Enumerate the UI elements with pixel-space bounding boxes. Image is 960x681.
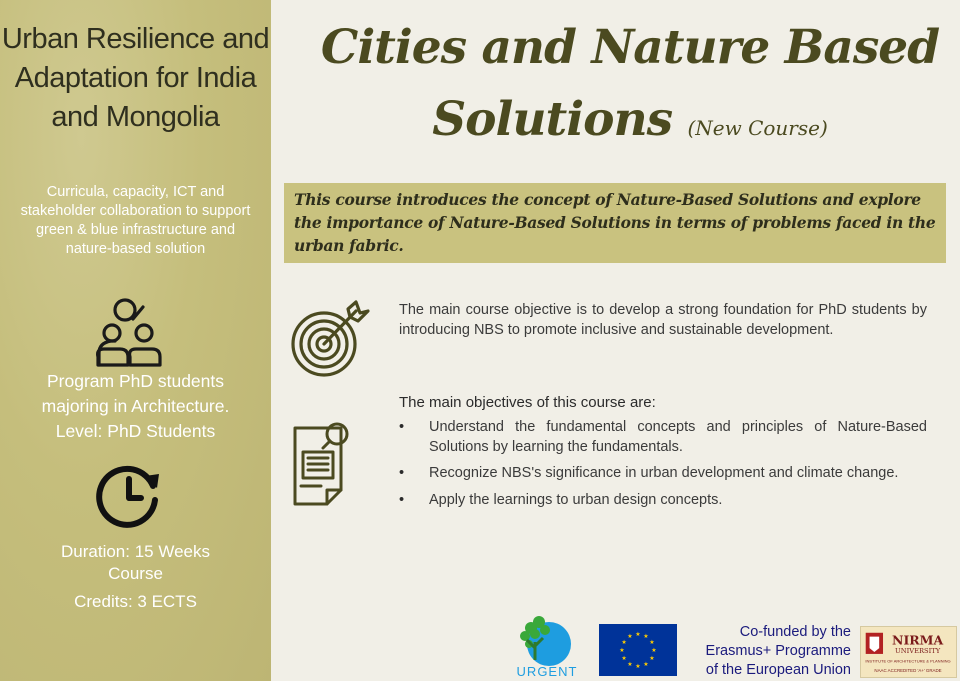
people-group-icon xyxy=(95,297,165,367)
list-item: • Recognize NBS's significance in urban development and climate change. xyxy=(399,464,927,484)
duration-line-2: Course xyxy=(108,564,163,583)
objective-paragraph: The main course objective is to develop a strong foundation for PhD students by introducing NBS to promote inclusive and sustainable development. xyxy=(399,302,927,338)
eu-star: ★ xyxy=(643,633,649,641)
sidebar-title: Urban Resilience and Adaptation for India and Mongolia xyxy=(1,23,270,133)
eu-flag-logo xyxy=(599,624,677,676)
eu-star: ★ xyxy=(627,633,633,641)
eu-star: ★ xyxy=(635,663,641,670)
nirma-university-logo xyxy=(860,626,957,678)
title-line-1: Cities and Nature Based xyxy=(320,20,940,75)
cofund-line-2: Erasmus+ Programme xyxy=(705,643,851,659)
clock-icon xyxy=(95,462,163,530)
eu-star: ★ xyxy=(649,639,655,646)
cofund-line-3: of the European Union xyxy=(705,662,851,678)
cofund-line-1: Co-funded by the xyxy=(739,624,851,640)
duration xyxy=(20,541,251,585)
objectives-list xyxy=(399,418,927,517)
eu-star: ★ xyxy=(627,660,633,668)
eu-star: ★ xyxy=(651,647,657,654)
title-note: (New Course) xyxy=(687,116,828,140)
intro-box: This course introduces the concept of Nature-Based Solutions and explore the importance of Nature-Based Solutions in terms of problems faced in the urban fabric. xyxy=(284,183,946,263)
urgent-logo xyxy=(505,614,589,678)
eu-star: ★ xyxy=(619,647,625,654)
bullet: • xyxy=(399,491,405,508)
list-item: • Understand the fundamental concepts and principles of Nature-Based Solutions by learning the fundamentals. xyxy=(399,419,927,455)
title-line-2 xyxy=(300,84,960,164)
nirma-inst: INSTITUTE OF ARCHITECTURE & PLANNING xyxy=(865,658,951,664)
nirma-sub: UNIVERSITY xyxy=(895,646,941,655)
eu-star: ★ xyxy=(643,660,649,668)
urgent-logo-text: URGENT xyxy=(516,664,578,678)
page-title xyxy=(300,12,960,164)
title-word-solutions: Solutions xyxy=(432,92,673,147)
objectives-heading: The main objectives of this course are: xyxy=(399,394,656,411)
duration-line-1: Duration: 15 Weeks xyxy=(61,542,210,561)
eu-star: ★ xyxy=(621,655,627,662)
nirma-naac: NAAC ACCREDITED 'A+' GRADE xyxy=(874,668,942,674)
program-line-1: Program PhD students xyxy=(46,371,225,391)
program-info xyxy=(10,369,261,444)
eu-star: ★ xyxy=(635,631,641,638)
program-line-2: majoring in Architecture. xyxy=(41,396,230,416)
eu-star: ★ xyxy=(649,655,655,662)
bullet: • xyxy=(399,419,405,435)
cofund-text xyxy=(686,623,851,680)
target-arrow-icon xyxy=(290,297,370,379)
credits: Credits: 3 ECTS xyxy=(74,592,197,611)
sidebar xyxy=(0,0,271,681)
nirma-name: NIRMA xyxy=(892,632,944,648)
bullet: • xyxy=(399,465,405,481)
sidebar-subtitle: Curricula, capacity, ICT and stakeholder collaboration to support green & blue infrastructure and nature-based solution xyxy=(20,184,251,257)
list-item: • Apply the learnings to urban design concepts. xyxy=(399,491,927,511)
program-line-3: Level: PhD Students xyxy=(55,421,216,441)
eu-star: ★ xyxy=(621,639,627,646)
document-search-icon xyxy=(291,420,363,506)
